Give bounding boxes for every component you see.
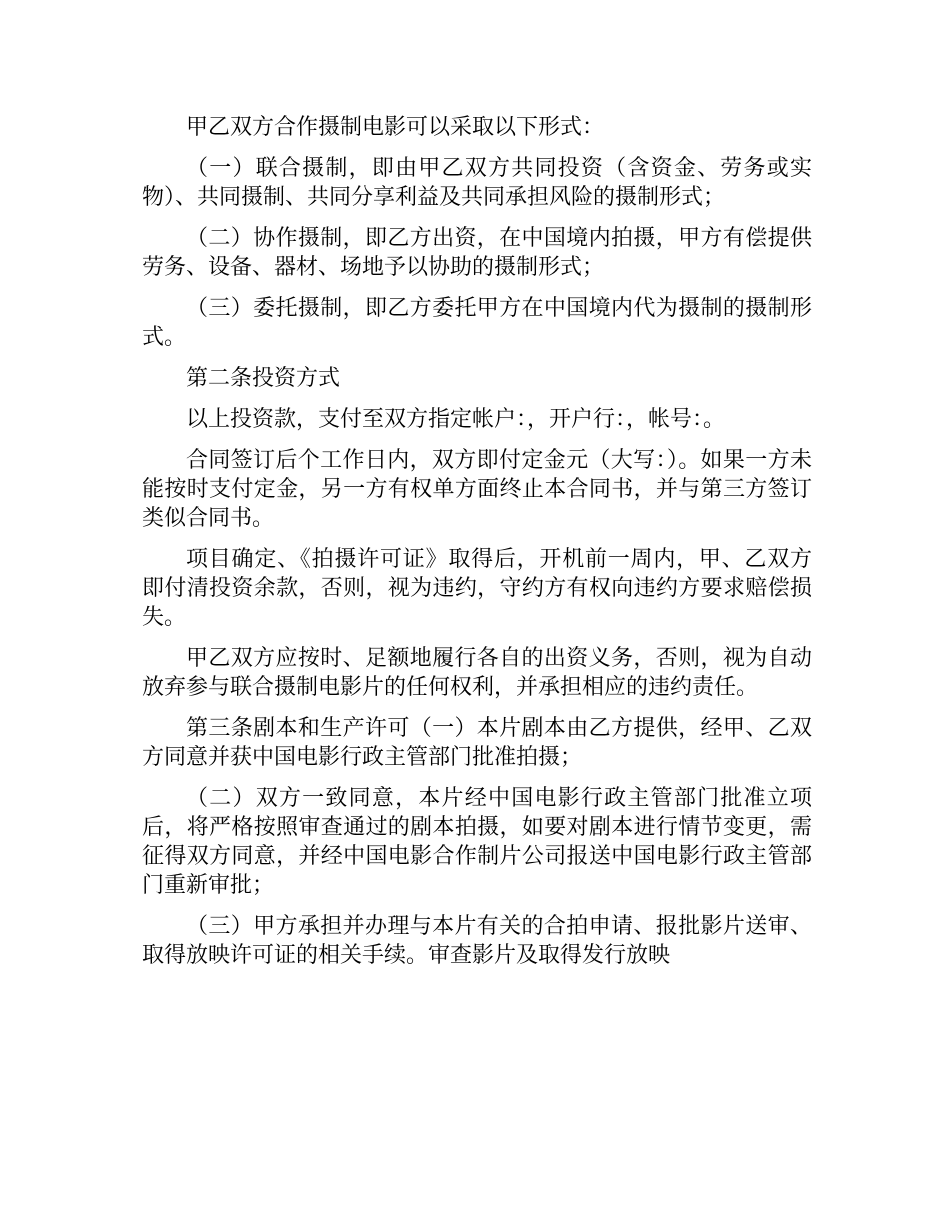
paragraph-article-3-script: 第三条剧本和生产许可（一）本片剧本由乙方提供，经甲、乙双方同意并获中国电影行政主管部门批准拍摄；	[142, 716, 812, 770]
paragraph-approval-procedures: （三）甲方承担并办理与本片有关的合拍申请、报批影片送审、取得放映许可证的相关手续。审查影片及取得发行放映	[142, 914, 812, 968]
paragraph-investment-obligation: 甲乙双方应按时、足额地履行各自的出资义务，否则，视为自动放弃参与联合摄制电影片的任何权利，并承担相应的违约责任。	[142, 646, 812, 700]
paragraph-deposit: 合同签订后个工作日内，双方即付定金元（大写：）。如果一方未能按时支付定金，另一方有权单方面终止本合同书，并与第三方签订类似合同书。	[142, 448, 812, 531]
paragraph-balance-payment: 项目确定、《拍摄许可证》取得后，开机前一周内，甲、乙双方即付清投资余款，否则，视为违约，守约方有权向违约方要求赔偿损失。	[142, 547, 812, 630]
paragraph-payment-account: 以上投资款，支付至双方指定帐户：，开户行：，帐号：。	[186, 407, 726, 432]
paragraph-joint-production: （一）联合摄制，即由甲乙双方共同投资（含资金、劳务或实物）、共同摄制、共同分享利益及共同承担风险的摄制形式；	[142, 156, 812, 210]
paragraph-commissioned-production: （三）委托摄制，即乙方委托甲方在中国境内代为摄制的摄制形式。	[142, 296, 812, 350]
paragraph-assisted-production: （二）协作摄制，即乙方出资，在中国境内拍摄，甲方有偿提供劳务、设备、器材、场地予以协助的摄制形式；	[142, 226, 812, 280]
paragraph-script-changes: （二）双方一致同意，本片经中国电影行政主管部门批准立项后，将严格按照审查通过的剧本拍摄，如要对剧本进行情节变更，需征得双方同意，并经中国电影合作制片公司报送中国电影行政主管部门重新审批；	[142, 786, 812, 898]
document-body	[142, 113, 812, 982]
paragraph-intro-forms: 甲乙双方合作摄制电影可以采取以下形式：	[186, 115, 605, 140]
heading-article-2: 第二条投资方式	[186, 366, 341, 391]
